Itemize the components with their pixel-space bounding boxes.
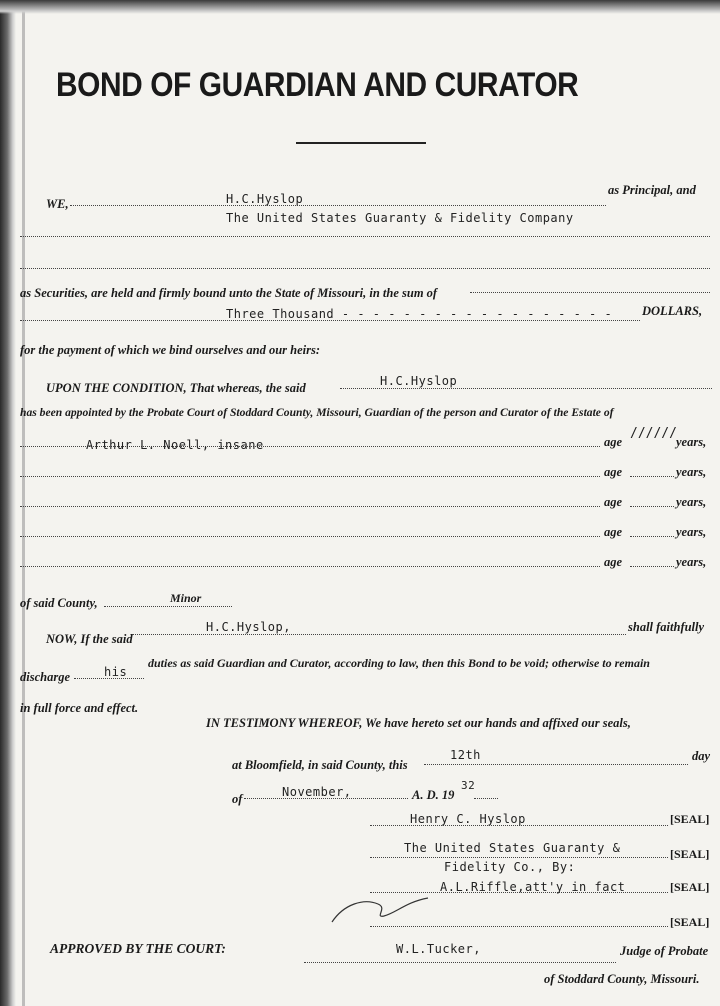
handwritten-scribble [326,888,436,928]
securities-text: as Securities, are held and firmly bound unto the State of Missouri, in the sum of [20,286,438,300]
payment-text: for the payment of which we bind ourselves and our heirs: [20,343,321,357]
of-label: of [232,792,243,806]
ward-line-2 [20,476,600,477]
county-status: Minor [170,591,202,605]
condition-text: UPON THE CONDITION, That whereas, the said [46,381,306,395]
year-line [474,798,498,799]
ward-line-3 [20,506,600,507]
surety-name: The United States Guaranty & Fidelity Company [226,211,574,225]
principal-name: H.C.Hyslop [226,192,304,206]
ward-age: ////// [630,426,677,441]
as-principal-label: as Principal, and [608,183,696,197]
ward-line-4 [20,536,600,537]
years-label-1: years, [676,435,707,449]
we-label: WE, [46,197,69,211]
age-label-2: age [604,465,623,479]
document-title: BOND OF GUARDIAN AND CURATOR [56,66,579,104]
signature-2a: The United States Guaranty & [404,841,621,855]
surety-line [20,236,710,237]
sum-amount: Three Thousand - - - - - - - - - - - - - - - - - - [226,307,613,321]
age-line-5 [630,566,674,567]
age-label-4: age [604,525,623,539]
now-line [132,634,626,635]
county-text: of said County, [20,596,98,610]
blank-line [20,268,710,269]
sum-lead-line [470,292,710,293]
judge-of-probate: Judge of Probate [620,944,709,958]
condition-line [340,388,712,389]
ward-line-5 [20,566,600,567]
day-label: day [692,749,711,763]
duties-text: duties as said Guardian and Curator, according to law, then this Bond to be void; otherwise to remain [148,656,650,670]
judge-name: W.L.Tucker, [396,942,481,956]
now-name: H.C.Hyslop, [206,620,291,634]
signature-1: Henry C. Hyslop [410,812,526,826]
ward-name: Arthur L. Noell, insane [86,438,264,452]
full-force-text: in full force and effect. [20,701,139,715]
faithfully-label: shall faithfully [628,620,705,634]
principal-line [70,205,606,206]
discharge-text: discharge [20,670,70,684]
month-value: November, [282,785,352,799]
county-line [104,606,232,607]
scan-edge-line [22,0,25,1006]
age-line-4 [630,536,674,537]
seal-label-1: [SEAL] [670,812,710,826]
years-label-5: years, [676,555,707,569]
years-label-4: years, [676,525,707,539]
scan-edge-top [0,0,720,14]
testimony-text: IN TESTIMONY WHEREOF, We have hereto set our hands and affixed our seals, [206,716,631,730]
stoddard-county: of Stoddard County, Missouri. [544,972,700,986]
years-label-3: years, [676,495,707,509]
day-line [424,764,688,765]
signature-line-2 [370,857,668,858]
age-label-5: age [604,555,623,569]
title-underline [296,142,426,144]
seal-label-3: [SEAL] [670,880,710,894]
scan-edge-left [0,0,16,1006]
dollars-label: DOLLARS, [642,304,703,318]
appointed-text: has been appointed by the Probate Court of Stoddard County, Missouri, Guardian of the person and Curator of the Estate of [20,406,614,419]
signature-2b: Fidelity Co., By: [444,860,576,874]
years-label-2: years, [676,465,707,479]
year-value: 32 [461,779,476,792]
age-line-2 [630,476,674,477]
age-line-3 [630,506,674,507]
now-text: NOW, If the said [46,632,133,646]
ad-label: A. D. 19 [412,788,455,802]
seal-label-2: [SEAL] [670,847,710,861]
condition-name: H.C.Hyslop [380,374,458,388]
bloomfield-text: at Bloomfield, in said County, this [232,758,408,772]
approved-text: APPROVED BY THE COURT: [50,941,226,956]
day-value: 12th [450,748,481,762]
age-label-3: age [604,495,623,509]
age-label-1: age [604,435,623,449]
discharge-pronoun: his [104,665,128,679]
judge-line [304,962,616,963]
signature-3: A.L.Riffle,att'y in fact [440,880,626,894]
seal-label-4: [SEAL] [670,915,710,929]
